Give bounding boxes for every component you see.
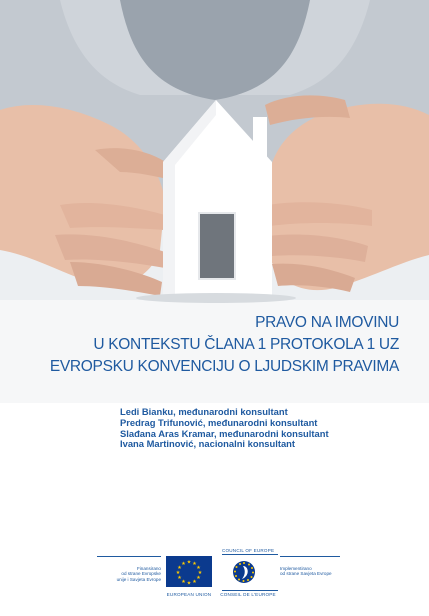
footer-rule-right (280, 556, 340, 557)
implemented-line-2: od strane Savjeta Evrope (280, 571, 332, 577)
svg-text:★: ★ (197, 570, 203, 576)
author-3: Slađana Aras Kramar, međunarodni konsultant (120, 427, 329, 439)
svg-text:★: ★ (186, 580, 192, 587)
svg-text:★: ★ (181, 579, 186, 585)
eu-label: EUROPEAN UNION (166, 592, 212, 597)
title-line-1: PRAVO NA IMOVINU (255, 314, 399, 331)
svg-text:★: ★ (186, 559, 192, 566)
coe-label-en: COUNCIL OF EUROPE (222, 548, 275, 553)
funded-by-text (97, 566, 161, 582)
implemented-by-text (280, 566, 340, 577)
svg-text:★: ★ (196, 575, 201, 581)
council-of-europe-logo (230, 556, 272, 588)
svg-text:★: ★ (192, 579, 197, 585)
svg-text:★: ★ (181, 561, 186, 567)
svg-text:★: ★ (177, 565, 182, 571)
eu-flag-logo (166, 556, 212, 587)
implemented-line-1: Implementirano (280, 566, 312, 571)
svg-text:★: ★ (192, 561, 197, 567)
footer-rule-left (97, 556, 161, 557)
coe-label-fr: CONSEIL DE L'EUROPE (220, 592, 276, 597)
funding-footer (0, 548, 429, 608)
coe-rule-top (222, 554, 278, 555)
funded-line-1: Finansirano (136, 566, 161, 571)
svg-text:★: ★ (177, 575, 182, 581)
title-line-2: U KONTEKSTU ČLANA 1 PROTOKOLA 1 UZ (93, 336, 399, 353)
author-2: Predrag Trifunović, međunarodni konsultant (120, 416, 318, 428)
funded-line-2: od strane Evropske (121, 571, 161, 577)
svg-text:★: ★ (175, 570, 181, 576)
author-1: Ledi Bianku, međunarodni konsultant (120, 406, 288, 417)
coe-rule-bottom (222, 590, 278, 591)
title-line-3: EVROPSKU KONVENCIJU O LJUDSKIM PRAVIMA (49, 358, 399, 375)
svg-text:★: ★ (196, 565, 201, 571)
authors-list (120, 407, 420, 450)
funded-line-3: unije i Savjeta Evrope (116, 576, 161, 582)
document-title (19, 312, 399, 378)
author-4: Ivana Martinović, nacionalni konsultant (120, 438, 296, 450)
